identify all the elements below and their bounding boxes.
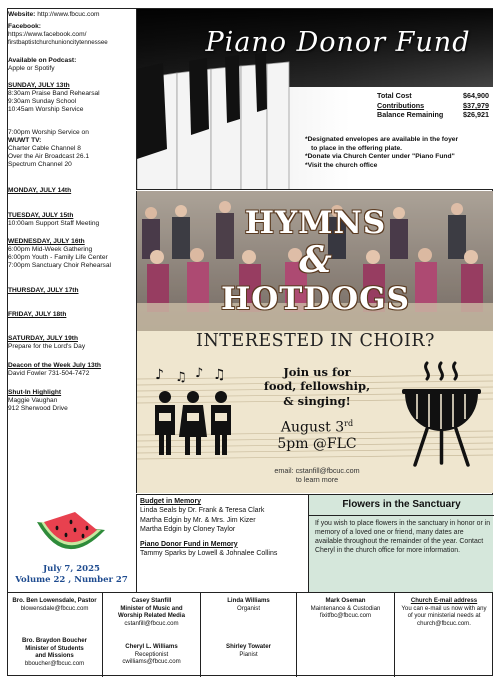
staff-role: Maintenance & Custodian: [310, 604, 381, 612]
piano-donor-fund-panel: [136, 9, 493, 190]
tuesday-item: 10:00am Support Staff Meeting: [8, 219, 100, 227]
event-date: [247, 419, 387, 453]
facebook-block: [8, 23, 135, 46]
church-email-heading: Church E-mail address: [410, 597, 478, 604]
choir-contact-email[interactable]: email: cstanfill@fbcuc.com: [274, 466, 360, 475]
join-line: Join us for: [283, 365, 351, 379]
staff-column-accompanists: [201, 593, 297, 677]
tuesday-block: [8, 212, 135, 228]
evening-line: 7:00pm Worship Service on: [8, 129, 89, 136]
staff-name: Bro. Ben Lowensdale, Pastor: [12, 597, 97, 604]
budget-memory-heading: Budget in Memory: [140, 498, 202, 505]
fund-row-value: $26,921: [463, 110, 489, 120]
staff-role: and Missions: [35, 652, 74, 660]
choir-question: INTERESTED IN CHOIR?: [196, 331, 435, 351]
fund-row-value: $37,979: [463, 100, 489, 110]
join-us-text: [247, 365, 387, 408]
wednesday-item: 7:00pm Sanctuary Choir Rehearsal: [8, 261, 111, 269]
wednesday-item: 6:00pm Youth - Family Life Center: [8, 253, 108, 261]
fund-note: *Designated envelopes are available in the foyer: [305, 136, 459, 143]
wednesday-item: 6:00pm Mid-Week Gathering: [8, 245, 93, 253]
website-block: [8, 11, 135, 19]
fund-row-value: $64,900: [463, 91, 489, 100]
evening-line: Spectrum Channel 20: [8, 160, 72, 168]
choir-contact: [232, 466, 402, 484]
ampersand: &: [299, 239, 332, 281]
deacon-head: Deacon of the Week July 13th: [8, 362, 101, 369]
evening-line: Charter Cable Channel 8: [8, 144, 81, 152]
staff-directory: [7, 592, 493, 676]
choir-photo: [137, 191, 493, 331]
shutin-item: 912 Sherwood Drive: [8, 404, 68, 412]
memory-section: [136, 494, 308, 592]
hotdogs-title: HOTDOGS: [220, 281, 411, 317]
staff-name: Shirley Towater: [226, 643, 271, 650]
event-date-day: August 3: [280, 419, 345, 436]
fund-row-label: Total Cost: [377, 91, 412, 100]
evening-block: [8, 129, 135, 169]
staff-role: Minister of Music and: [120, 604, 183, 612]
sunday-item: 9:30am Sunday School: [8, 97, 77, 105]
tuesday-day: TUESDAY, JULY 15th: [8, 212, 74, 219]
wednesday-day: WEDNESDAY, JULY 16th: [8, 238, 85, 245]
singers-icon: [143, 363, 243, 463]
fund-note: *Visit the church office: [305, 162, 378, 170]
facebook-link-2[interactable]: firstbaptistchurchunioncitytennessee: [8, 38, 108, 46]
website-label: Website:: [8, 11, 36, 18]
friday-day: FRIDAY, JULY 18th: [8, 311, 67, 318]
staff-email[interactable]: bboucher@fbcuc.com: [24, 659, 85, 667]
staff-name: Casey Stanfill: [131, 597, 172, 604]
podcast-label: Available on Podcast:: [8, 57, 77, 64]
shutin-item: Maggie Vaughan: [8, 396, 58, 404]
sunday-item: 10:45am Worship Service: [8, 105, 84, 113]
staff-role: Pianist: [239, 650, 258, 658]
issue-volume: Volume 22 , Number 27: [15, 575, 128, 585]
svg-text:♪: ♪: [155, 367, 164, 383]
thursday-block: [8, 287, 135, 295]
svg-text:♫: ♫: [213, 367, 226, 383]
staff-name: Cheryl L. Williams: [125, 643, 178, 650]
staff-role: Minister of Students: [25, 644, 84, 652]
svg-text:♪: ♪: [195, 366, 204, 381]
flowers-title: Flowers in the Sanctuary: [342, 499, 461, 510]
hymns-hotdogs-panel: [136, 191, 493, 493]
website-link[interactable]: http://www.fbcuc.com: [37, 11, 100, 18]
evening-line: Over the Air Broadcast 26.1: [8, 152, 89, 160]
event-date-suffix: rd: [344, 419, 354, 428]
join-line: & singing!: [283, 393, 351, 408]
staff-column-pastors: [7, 593, 103, 677]
church-email-text: You can e-mail us now with any: [401, 604, 487, 612]
piano-memory-heading: Piano Donor Fund in Memory: [140, 540, 238, 548]
staff-email[interactable]: fixitfbc@fbcuc.com: [319, 612, 372, 620]
staff-email[interactable]: cwilliams@fbcuc.com: [122, 658, 181, 666]
staff-role: Receptionist: [134, 650, 169, 658]
staff-column-email: [395, 593, 493, 677]
fund-row-label: Contributions: [377, 100, 425, 110]
facebook-link-1[interactable]: https://www.facebook.com/: [8, 30, 87, 38]
sunday-day: SUNDAY, JULY 13th: [8, 82, 70, 89]
shutin-block: [8, 389, 135, 413]
sidebar: [8, 9, 135, 495]
deacon-block: [8, 362, 135, 378]
podcast-block: [8, 57, 135, 73]
choir-contact-note: to learn more: [295, 475, 339, 484]
sunday-item: 8:30am Praise Band Rehearsal: [8, 89, 100, 97]
staff-email[interactable]: cstanfill@fbcuc.com: [124, 619, 179, 627]
join-line: food, fellowship,: [263, 379, 371, 394]
fund-row-balance: [377, 110, 489, 120]
issue-date: July 7, 2025: [43, 564, 100, 574]
event-time: 5pm @FLC: [277, 436, 357, 453]
piano-fund-title: Piano Donor Fund: [205, 27, 471, 58]
memory-item: Martha Edgin by Mr. & Mrs. Jim Kizer: [140, 516, 256, 524]
staff-name: Linda Williams: [227, 597, 270, 604]
friday-block: [8, 311, 135, 319]
evening-line: WUWT TV:: [8, 136, 42, 144]
issue-block: [8, 496, 135, 592]
staff-role: Organist: [236, 604, 261, 612]
saturday-item: Prepare for the Lord's Day: [8, 342, 86, 350]
monday-block: [8, 187, 135, 195]
facebook-label: Facebook:: [8, 23, 41, 30]
svg-text:♫: ♫: [175, 370, 187, 385]
fund-note: to place in the offering plate.: [311, 144, 403, 152]
saturday-block: [8, 335, 135, 351]
thursday-day: THURSDAY, JULY 17th: [8, 287, 79, 294]
fund-table: [377, 91, 489, 120]
memory-item: Tammy Sparks by Lowell & Johnalee Collins: [140, 550, 278, 558]
podcast-value: Apple or Spotify: [8, 64, 55, 72]
sunday-block: [8, 82, 135, 114]
saturday-day: SATURDAY, JULY 19th: [8, 335, 78, 342]
church-email-address[interactable]: church@fbcuc.com.: [417, 619, 471, 627]
flowers-section: [308, 494, 493, 592]
fund-row-total: [377, 91, 489, 101]
fund-note: *Donate via Church Center under "Piano Fund": [305, 153, 455, 161]
staff-column-maintenance: [297, 593, 395, 677]
wednesday-block: [8, 238, 135, 270]
staff-email[interactable]: blowensdale@fbcuc.com: [20, 604, 89, 612]
watermelon-icon: [35, 502, 107, 564]
monday-day: MONDAY, JULY 14th: [8, 187, 72, 194]
staff-name: Mark Oseman: [325, 597, 366, 604]
fund-notes: [305, 136, 491, 171]
church-email-text: of your ministerial needs at: [407, 612, 481, 620]
flowers-body: If you wish to place flowers in the sanctuary in honor or in memory of a loved one or friend, many dates are available throughout the remainder of the year. Contact Cheryl in the church office for more information.: [315, 520, 491, 554]
grill-icon: [399, 359, 484, 471]
staff-column-music: [103, 593, 201, 677]
memory-item: Martha Edgin by Cloney Taylor: [140, 526, 236, 534]
staff-name: Bro. Braydon Boucher: [21, 637, 87, 644]
staff-role: Worship Related Media: [118, 612, 185, 620]
shutin-head: Shut-In Highlight: [8, 389, 62, 396]
fund-row-label: Balance Remaining: [377, 110, 444, 120]
fund-row-contributions: [377, 101, 489, 111]
hymns-title: HYMNS: [244, 205, 387, 241]
memory-item: Linda Seals by Dr. Frank & Teresa Clark: [140, 507, 265, 515]
deacon-value: David Fowler 731-504-7472: [8, 369, 90, 377]
flowers-title-bar: [309, 495, 494, 516]
